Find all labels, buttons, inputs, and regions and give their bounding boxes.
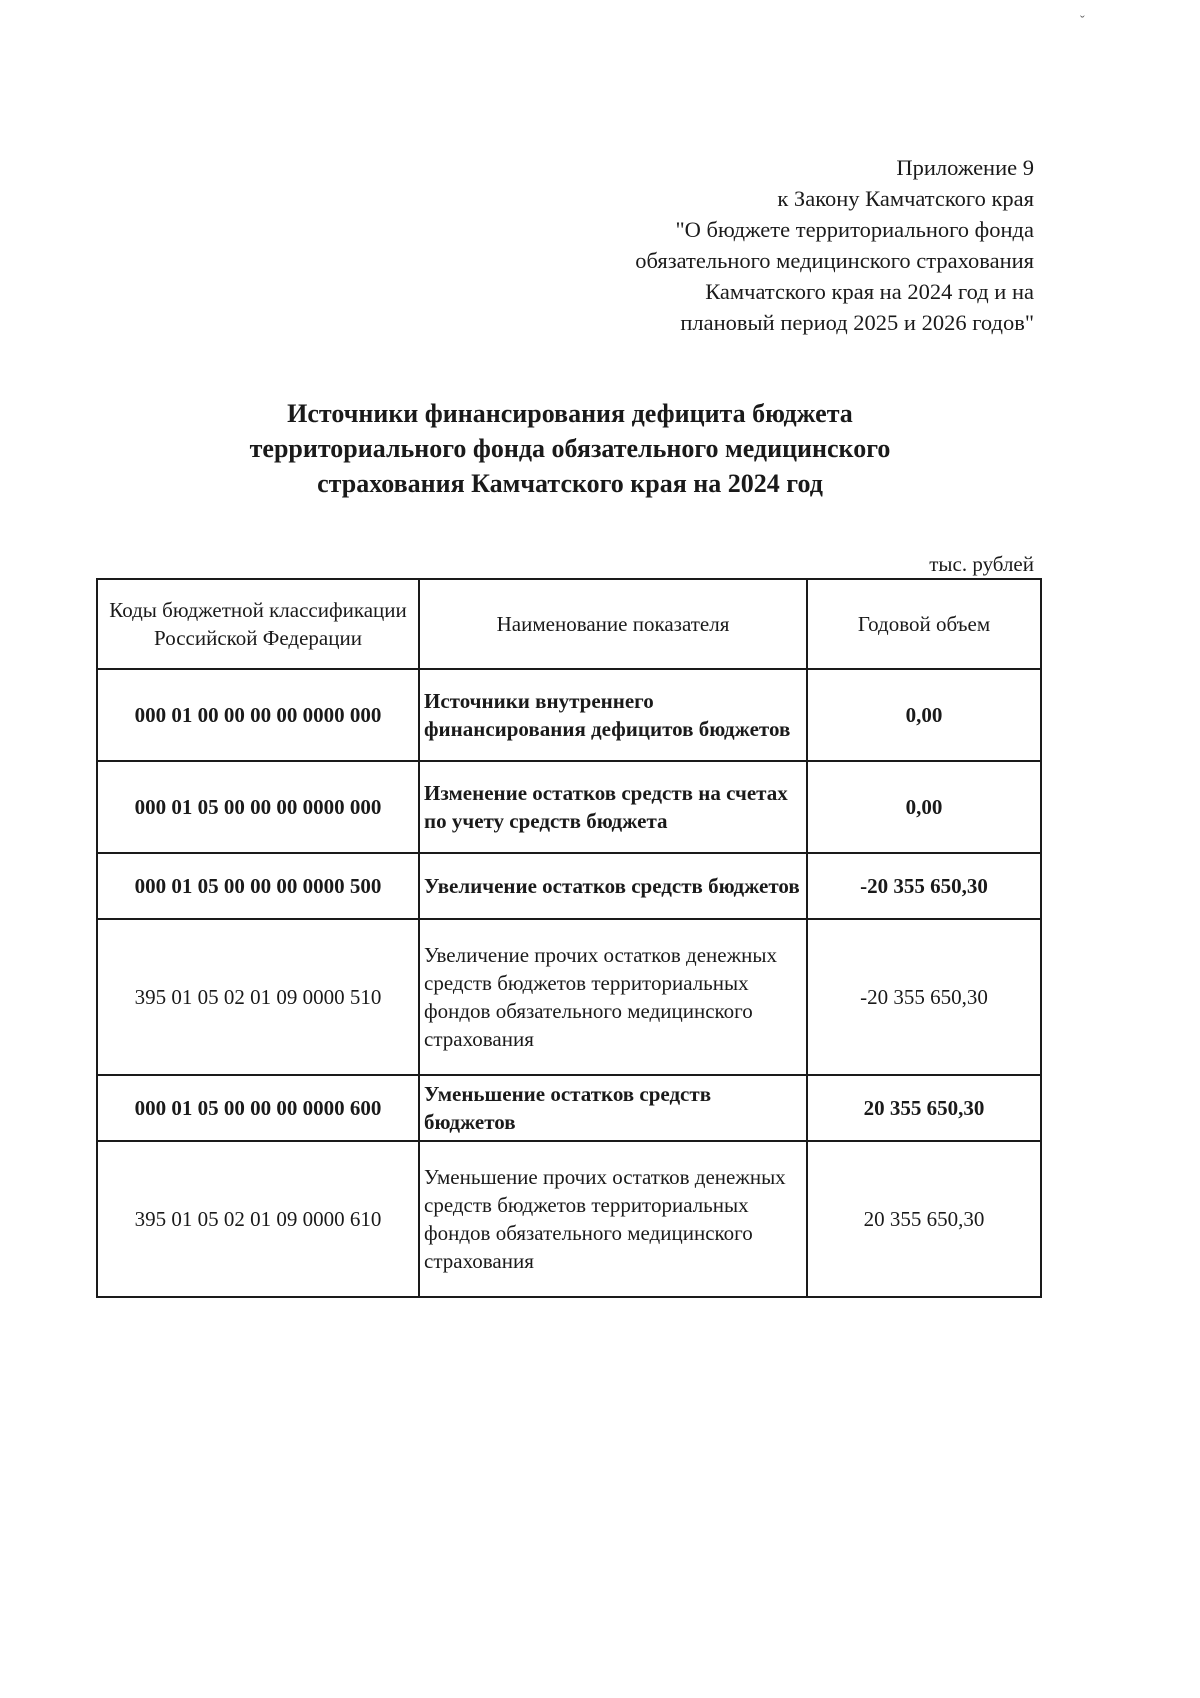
table-row	[97, 853, 1041, 919]
cell-code: 000 01 00 00 00 00 0000 000	[97, 669, 419, 761]
cell-name: Увеличение остатков средств бюджетов	[419, 853, 807, 919]
cell-name: Увеличение прочих остатков денежных средств бюджетов территориальных фондов обязательного медицинского страхования	[419, 919, 807, 1075]
cell-name: Уменьшение прочих остатков денежных средств бюджетов территориальных фондов обязательного медицинского страхования	[419, 1141, 807, 1297]
cell-volume: 20 355 650,30	[807, 1075, 1041, 1141]
table-row	[97, 919, 1041, 1075]
cell-name: Источники внутреннего финансирования дефицитов бюджетов	[419, 669, 807, 761]
cell-volume: 0,00	[807, 669, 1041, 761]
cell-volume: 0,00	[807, 761, 1041, 853]
title-line: Источники финансирования дефицита бюджета	[287, 399, 853, 428]
table-row	[97, 1075, 1041, 1141]
annex-line: "О бюджете территориального фонда	[675, 217, 1034, 242]
table-header-row	[97, 579, 1041, 669]
header-code: Коды бюджетной классификации Российской Федерации	[97, 579, 419, 669]
cell-code: 000 01 05 00 00 00 0000 500	[97, 853, 419, 919]
cell-code: 395 01 05 02 01 09 0000 510	[97, 919, 419, 1075]
header-name: Наименование показателя	[419, 579, 807, 669]
cell-volume: -20 355 650,30	[807, 919, 1041, 1075]
annex-line: Камчатского края на 2024 год и на	[705, 279, 1034, 304]
header-volume: Годовой объем	[807, 579, 1041, 669]
annex-line: Приложение 9	[896, 155, 1034, 180]
annex-reference	[635, 152, 1034, 338]
cell-volume: 20 355 650,30	[807, 1141, 1041, 1297]
table-row	[97, 761, 1041, 853]
units-label: тыс. рублей	[929, 552, 1034, 576]
title-line: территориального фонда обязательного медицинского	[249, 434, 891, 463]
document-title	[160, 396, 980, 501]
budget-sources-table	[96, 578, 1042, 1298]
annex-line: к Закону Камчатского края	[777, 186, 1034, 211]
cell-code: 000 01 05 00 00 00 0000 600	[97, 1075, 419, 1141]
cell-volume: -20 355 650,30	[807, 853, 1041, 919]
cell-name: Уменьшение остатков средств бюджетов	[419, 1075, 807, 1141]
title-line: страхования Камчатского края на 2024 год	[317, 469, 823, 498]
cell-code: 000 01 05 00 00 00 0000 000	[97, 761, 419, 853]
annex-line: обязательного медицинского страхования	[635, 248, 1034, 273]
annex-line: плановый период 2025 и 2026 годов"	[680, 310, 1034, 335]
scan-mark-icon: ˇ	[1080, 14, 1085, 29]
cell-name: Изменение остатков средств на счетах по учету средств бюджета	[419, 761, 807, 853]
table-row	[97, 1141, 1041, 1297]
table-row	[97, 669, 1041, 761]
cell-code: 395 01 05 02 01 09 0000 610	[97, 1141, 419, 1297]
